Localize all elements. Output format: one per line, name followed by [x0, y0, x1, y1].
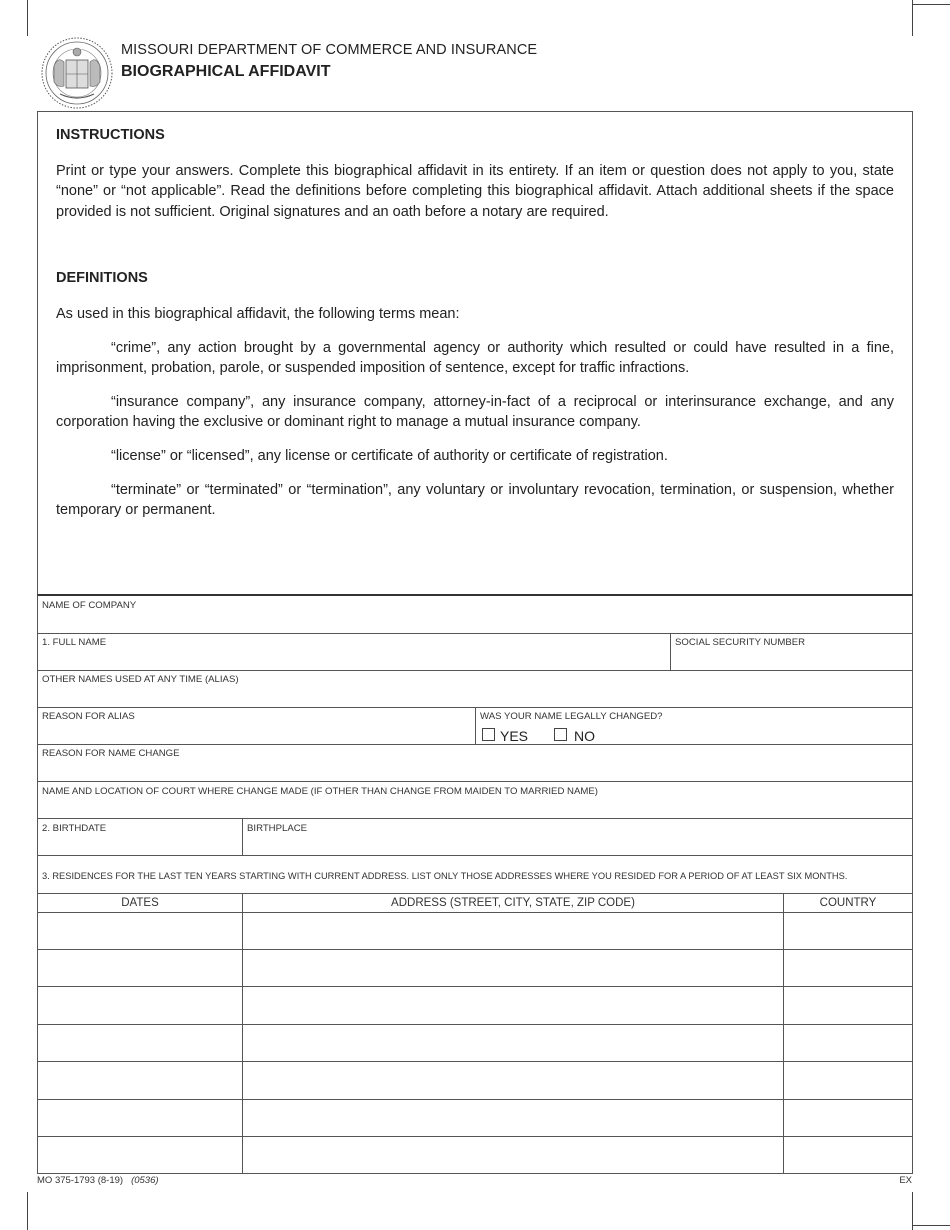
crop-mark [27, 0, 28, 36]
residence-row-4[interactable] [38, 1025, 912, 1061]
name-changed-label: WAS YOUR NAME LEGALLY CHANGED? [480, 711, 663, 722]
definition-insurance-company: “insurance company”, any insurance company, attorney-in-fact of a reciprocal or interinsurance exchange, and any corporation having the exclusive or dominant right to manage a mutual insurance company. [56, 394, 894, 431]
document-title: BIOGRAPHICAL AFFIDAVIT [121, 63, 331, 80]
instructions-heading: INSTRUCTIONS [56, 127, 165, 143]
instructions-text: Print or type your answers. Complete this biographical affidavit in its entirety. If an item or question does not apply to you, state “none” or “not applicable”. Read the definitions before completing this biographical affidavit. Attach additional sheets if the space provided is not sufficient. Original signatures and an oath before a notary are required. [56, 163, 894, 220]
crop-mark [912, 1225, 950, 1226]
residence-row-3[interactable] [38, 987, 912, 1024]
definitions-intro: As used in this biographical affidavit, the following terms mean: [56, 306, 460, 322]
court-label: NAME AND LOCATION OF COURT WHERE CHANGE MADE (IF OTHER THAN CHANGE FROM MAIDEN TO MARRIED NAME) [42, 786, 598, 797]
affidavit-form [37, 594, 913, 1174]
full-name-label: 1. FULL NAME [42, 637, 107, 648]
company-name-field[interactable] [38, 596, 912, 633]
col-dates-header: DATES [121, 897, 159, 909]
name-change-reason-label: REASON FOR NAME CHANGE [42, 748, 180, 759]
residence-row-1[interactable] [38, 913, 912, 949]
definition-license: “license” or “licensed”, any license or certificate of authority or certificate of registration. [111, 448, 668, 464]
crop-mark [27, 1192, 28, 1230]
birthplace-field[interactable] [243, 819, 912, 855]
yes-checkbox[interactable] [482, 728, 495, 741]
alias-label: OTHER NAMES USED AT ANY TIME (ALIAS) [42, 674, 239, 685]
full-name-field[interactable] [38, 634, 670, 670]
ssn-label: SOCIAL SECURITY NUMBER [675, 637, 806, 648]
form-number [37, 1175, 159, 1186]
definitions-heading: DEFINITIONS [56, 270, 148, 286]
col-country-header: COUNTRY [819, 897, 877, 909]
no-checkbox[interactable] [554, 728, 567, 741]
no-label: NO [574, 728, 595, 744]
residence-row-7[interactable] [38, 1137, 912, 1174]
footer-ex: EX [899, 1175, 912, 1186]
yes-label: YES [500, 728, 529, 744]
birthplace-label: BIRTHPLACE [247, 823, 308, 834]
agency-name: MISSOURI DEPARTMENT OF COMMERCE AND INSURANCE [121, 42, 538, 58]
state-seal-icon [40, 36, 114, 110]
form-number-text: MO 375-1793 (8-19) [37, 1175, 124, 1186]
residences-label: 3. RESIDENCES FOR THE LAST TEN YEARS STARTING WITH CURRENT ADDRESS. LIST ONLY THOSE ADDRESSES WHERE YOU RESIDED FOR A PERIOD OF AT LEAST SIX MONTHS. [42, 871, 848, 881]
residence-row-5[interactable] [38, 1062, 912, 1099]
definition-crime: “crime”, any action brought by a governmental agency or authority which resulted or could have resulted in a fine, imprisonment, probation, parole, or suspended imposition of sentence, except for traffic infractions. [56, 340, 894, 377]
crop-mark [912, 0, 913, 36]
crop-mark [912, 4, 950, 5]
instructions-section [37, 111, 913, 595]
definition-terminate: “terminate” or “terminated” or “termination”, any voluntary or involuntary revocation, termination, or suspension, whether temporary or permanent. [56, 482, 894, 519]
alias-reason-label: REASON FOR ALIAS [42, 711, 135, 722]
residence-row-6[interactable] [38, 1100, 912, 1136]
form-code: (0536) [131, 1175, 159, 1186]
residence-row-2[interactable] [38, 950, 912, 986]
company-name-label: NAME OF COMPANY [42, 600, 137, 611]
birthdate-label: 2. BIRTHDATE [42, 823, 107, 834]
col-address-header: ADDRESS (STREET, CITY, STATE, ZIP CODE) [391, 897, 635, 909]
